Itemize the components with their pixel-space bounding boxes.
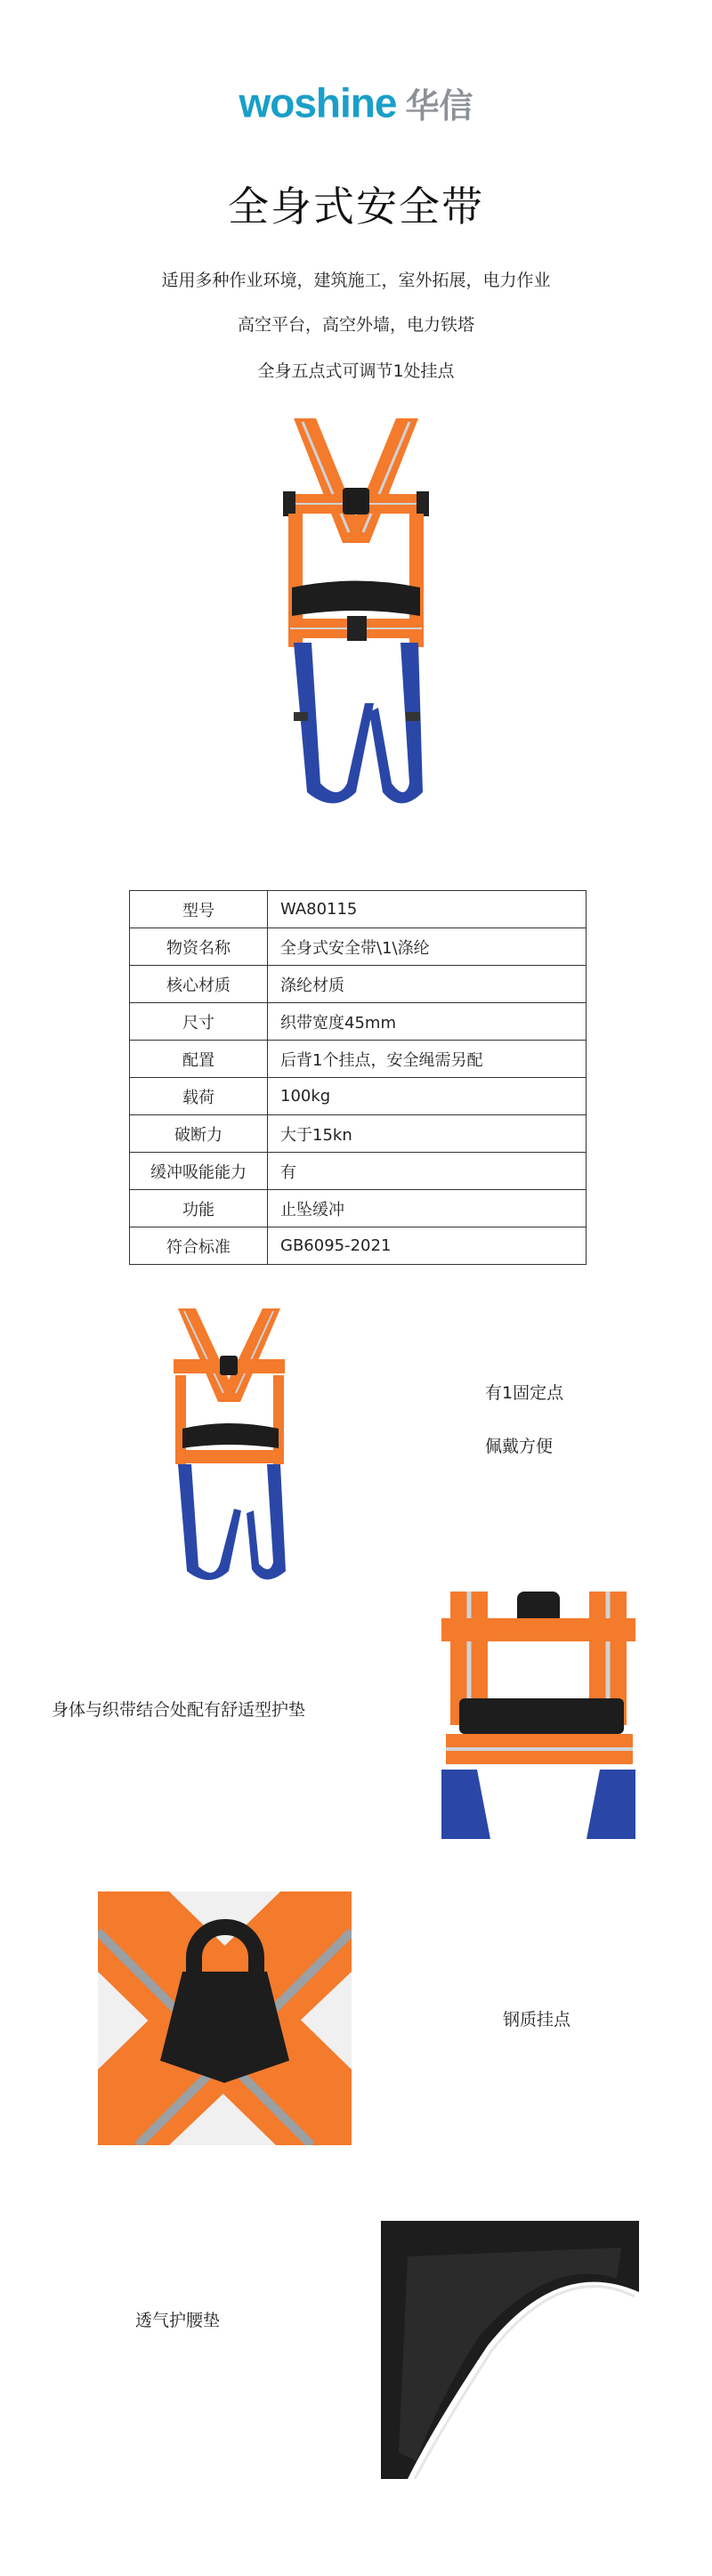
- spec-value: 全身式安全带\1\涤纶: [268, 928, 587, 966]
- spec-label: 配置: [130, 1041, 268, 1078]
- spec-value: 织带宽度45mm: [268, 1003, 587, 1041]
- spec-label: 核心材质: [130, 966, 268, 1003]
- spec-value: 100kg: [268, 1078, 587, 1115]
- table-row: [130, 1190, 587, 1227]
- spec-label: 符合标准: [130, 1227, 268, 1265]
- waist-pad-image: [441, 1592, 635, 1839]
- spec-label: 物资名称: [130, 928, 268, 966]
- page-title: 全身式安全带: [228, 182, 484, 231]
- feature-easy-wear: 佩戴方便: [485, 1437, 554, 1456]
- spec-value: GB6095-2021: [268, 1227, 587, 1265]
- table-row: [130, 1078, 587, 1115]
- harness-side-image: [165, 1304, 294, 1589]
- spec-value: WA80115: [268, 891, 587, 928]
- spec-label: 功能: [130, 1190, 268, 1227]
- table-row: [130, 1227, 587, 1265]
- harness-main-image: [267, 409, 445, 810]
- spec-label: 缓冲吸能能力: [130, 1153, 268, 1190]
- breathable-pad-image: [381, 2221, 639, 2479]
- spec-label: 破断力: [130, 1115, 268, 1153]
- subtitle-line-1: 适用多种作业环境，建筑施工，室外拓展，电力作业: [161, 271, 551, 290]
- spec-value: 有: [268, 1153, 587, 1190]
- spec-value: 后背1个挂点，安全绳需另配: [268, 1041, 587, 1078]
- subtitle-line-3: 全身五点式可调节1处挂点: [257, 361, 455, 381]
- spec-value: 止坠缓冲: [268, 1190, 587, 1227]
- brand-name-en: woshine: [239, 79, 397, 126]
- spec-table: [129, 890, 587, 1265]
- feature-comfort-pad: 身体与织带结合处配有舒适型护垫: [52, 1700, 306, 1720]
- brand-name-cn: 华信: [405, 86, 473, 126]
- steel-d-ring-image: [98, 1891, 352, 2145]
- table-row: [130, 928, 587, 966]
- subtitle-line-2: 高空平台，高空外墙，电力铁塔: [237, 315, 474, 335]
- spec-label: 型号: [130, 891, 268, 928]
- spec-value: 大于15kn: [268, 1115, 587, 1153]
- table-row: [130, 891, 587, 928]
- table-row: [130, 1153, 587, 1190]
- table-row: [130, 1041, 587, 1078]
- table-row: [130, 1115, 587, 1153]
- spec-value: 涤纶材质: [268, 966, 587, 1003]
- table-row: [130, 1003, 587, 1041]
- table-row: [130, 966, 587, 1003]
- spec-label: 尺寸: [130, 1003, 268, 1041]
- feature-steel-anchor: 钢质挂点: [503, 2010, 571, 2029]
- spec-label: 载荷: [130, 1078, 268, 1115]
- feature-anchor-point: 有1固定点: [485, 1383, 564, 1403]
- feature-breathable-pad: 透气护腰垫: [135, 2311, 221, 2330]
- brand-logo: [0, 78, 712, 127]
